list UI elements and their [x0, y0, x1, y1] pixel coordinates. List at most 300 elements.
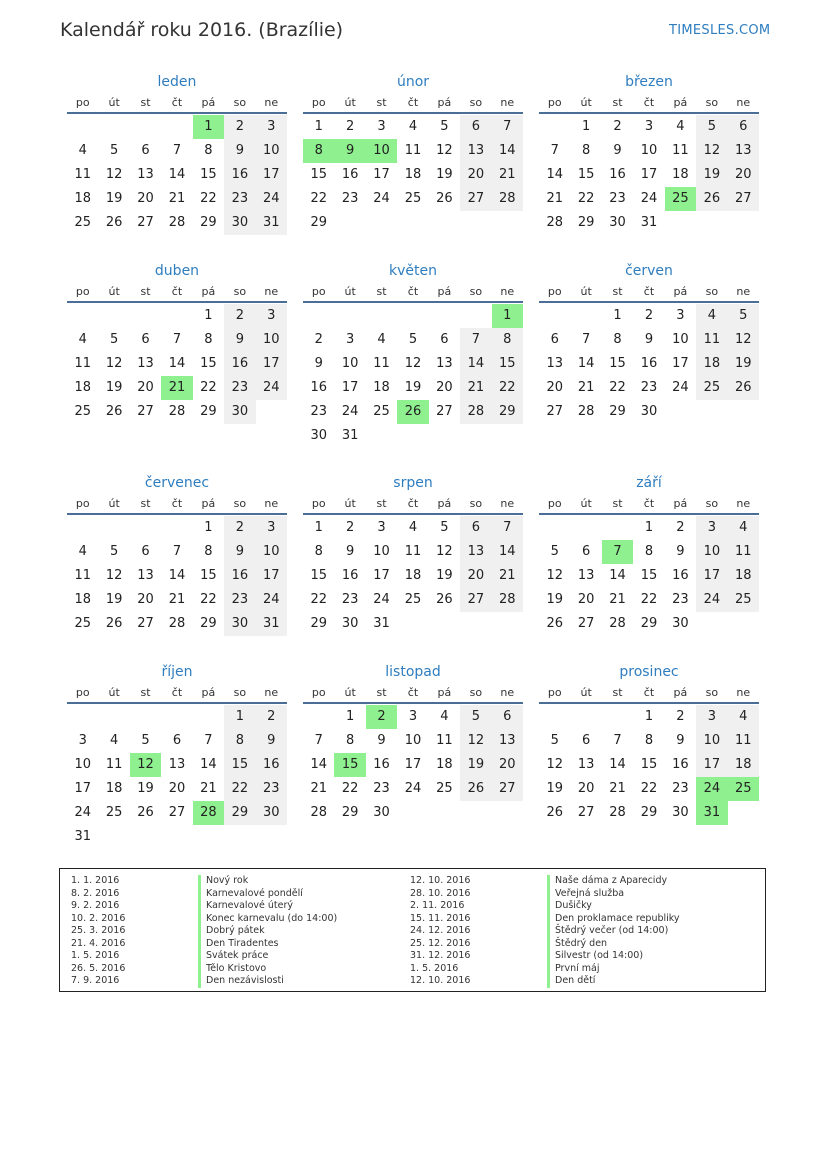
day-cell: 15: [200, 167, 217, 182]
weekend-day-cell: 3: [696, 705, 727, 729]
day-cell: 10: [672, 332, 689, 347]
legend-holiday-name: Dušičky: [547, 900, 680, 913]
day-cell: 4: [440, 709, 449, 724]
day-cell: 13: [436, 356, 453, 371]
empty-cell: [161, 516, 192, 540]
day-cell: 15: [310, 568, 327, 583]
day-cell: 17: [74, 781, 91, 796]
weekend-day-cell: 8: [224, 729, 255, 753]
weekend-day-cell: 13: [492, 729, 523, 753]
day-cell: 26: [436, 191, 453, 206]
day-cell: 18: [404, 568, 422, 583]
weekend-day-cell: 17: [256, 564, 287, 588]
day-cell: 18: [105, 781, 123, 796]
month-block: [303, 471, 523, 636]
weekend-day-cell: 20: [728, 163, 759, 187]
day-cell: 8: [204, 332, 213, 347]
month-name: leden: [157, 74, 197, 90]
day-cell: 6: [440, 332, 449, 347]
empty-cell: [67, 516, 98, 540]
day-cell: 28: [168, 404, 186, 419]
day-cell: 11: [404, 544, 422, 559]
holiday-day-cell: 25: [728, 777, 759, 801]
weekend-day-cell: 27: [460, 187, 491, 211]
weekday-label: po: [311, 96, 326, 109]
day-cell: 7: [172, 143, 182, 158]
day-cell: 13: [168, 757, 186, 772]
day-cell: 8: [644, 544, 654, 559]
empty-cell: [397, 304, 428, 328]
day-cell: 26: [546, 616, 563, 631]
day-grid: [539, 304, 759, 424]
day-cell: 5: [550, 733, 559, 748]
day-cell: 15: [640, 568, 658, 583]
day-grid: [303, 115, 523, 235]
day-cell: 19: [436, 167, 453, 182]
weekday-label: út: [580, 497, 592, 510]
empty-cell: [98, 115, 129, 139]
day-cell: 29: [310, 215, 327, 230]
holiday-day-cell: 21: [161, 376, 192, 400]
day-cell: 10: [74, 757, 91, 772]
day-cell: 24: [74, 805, 91, 820]
month-block: [539, 259, 759, 424]
weekday-header: [539, 94, 759, 114]
day-cell: 3: [78, 733, 87, 748]
weekday-label: čt: [643, 96, 655, 109]
day-cell: 26: [105, 404, 123, 419]
day-cell: 10: [640, 143, 658, 158]
day-cell: 26: [105, 616, 123, 631]
legend-holiday-name: Den proklamace republiky: [547, 913, 680, 926]
day-cell: 31: [373, 616, 390, 631]
weekend-day-cell: 7: [492, 516, 523, 540]
day-cell: 9: [314, 356, 323, 371]
weekend-day-cell: 24: [256, 187, 287, 211]
day-cell: 12: [404, 356, 422, 371]
day-cell: 25: [373, 404, 390, 419]
day-cell: 30: [310, 428, 327, 443]
weekday-label: út: [344, 686, 356, 699]
empty-cell: [539, 516, 570, 540]
day-cell: 19: [546, 781, 563, 796]
day-cell: 2: [345, 119, 355, 134]
day-cell: 2: [613, 119, 622, 134]
day-cell: 26: [546, 805, 563, 820]
weekday-label: st: [376, 686, 387, 699]
day-cell: 27: [137, 616, 154, 631]
empty-cell: [570, 304, 601, 328]
weekend-day-cell: 16: [224, 564, 255, 588]
day-cell: 5: [109, 332, 119, 347]
weekday-label: út: [108, 285, 120, 298]
weekday-label: čt: [171, 285, 183, 298]
month-block: [303, 660, 523, 825]
month-block: [539, 660, 759, 825]
legend-holiday-name: Den nezávislosti: [198, 975, 337, 988]
weekday-label: po: [311, 285, 326, 298]
day-cell: 20: [137, 191, 154, 206]
day-cell: 24: [341, 404, 359, 419]
weekend-day-cell: 27: [460, 588, 491, 612]
day-cell: 23: [341, 592, 359, 607]
day-cell: 13: [137, 568, 154, 583]
day-cell: 18: [373, 380, 390, 395]
month-block: [539, 471, 759, 636]
weekend-day-cell: 1: [224, 705, 255, 729]
weekday-label: út: [344, 96, 356, 109]
month-name: srpen: [393, 475, 433, 491]
weekday-label: čt: [643, 686, 655, 699]
holiday-day-cell: 10: [366, 139, 397, 163]
day-cell: 31: [640, 215, 658, 230]
day-cell: 7: [613, 733, 622, 748]
day-grid: [303, 516, 523, 636]
day-cell: 16: [640, 356, 658, 371]
empty-cell: [130, 115, 161, 139]
legend-holiday-name: Dobrý pátek: [198, 925, 337, 938]
weekday-label: út: [344, 285, 356, 298]
day-cell: 13: [577, 757, 595, 772]
weekday-label: so: [233, 96, 247, 109]
day-cell: 21: [310, 781, 327, 796]
day-grid: [67, 516, 287, 636]
day-cell: 25: [404, 592, 422, 607]
holiday-day-cell: 15: [334, 753, 365, 777]
month-name: listopad: [385, 664, 441, 680]
day-cell: 14: [168, 356, 186, 371]
weekend-day-cell: 17: [696, 753, 727, 777]
weekday-label: út: [108, 96, 120, 109]
weekday-header: [67, 94, 287, 114]
weekend-day-cell: 23: [256, 777, 287, 801]
weekday-label: út: [580, 686, 592, 699]
empty-cell: [570, 705, 601, 729]
day-cell: 25: [74, 616, 91, 631]
weekend-day-cell: 16: [256, 753, 287, 777]
holiday-day-cell: 24: [696, 777, 727, 801]
day-cell: 3: [345, 332, 355, 347]
legend-date: 12. 10. 2016: [410, 875, 471, 886]
day-grid: [67, 705, 287, 849]
weekend-day-cell: 30: [256, 801, 287, 825]
day-cell: 4: [78, 332, 87, 347]
day-cell: 13: [137, 167, 154, 182]
weekend-day-cell: 10: [696, 540, 727, 564]
day-cell: 16: [341, 568, 359, 583]
weekday-label: čt: [407, 686, 419, 699]
day-cell: 9: [676, 544, 685, 559]
empty-cell: [429, 304, 460, 328]
legend-holiday-name: Tělo Kristovo: [198, 963, 337, 976]
holiday-day-cell: 9: [334, 139, 365, 163]
day-cell: 23: [640, 380, 658, 395]
weekend-day-cell: 24: [696, 588, 727, 612]
day-cell: 4: [676, 119, 685, 134]
legend-date: 1. 5. 2016: [71, 950, 120, 961]
day-cell: 23: [341, 191, 359, 206]
weekday-label: čt: [171, 96, 183, 109]
day-cell: 10: [404, 733, 422, 748]
weekday-label: pá: [201, 497, 216, 510]
legend-holiday-name: Karnevalové úterý: [198, 900, 337, 913]
day-cell: 27: [436, 404, 453, 419]
day-cell: 12: [105, 568, 123, 583]
day-cell: 7: [172, 544, 182, 559]
weekday-header: [539, 283, 759, 303]
weekday-label: út: [344, 497, 356, 510]
weekend-day-cell: 2: [224, 304, 255, 328]
weekend-day-cell: 11: [728, 540, 759, 564]
legend-date: 26. 5. 2016: [71, 962, 126, 974]
day-cell: 16: [310, 380, 327, 395]
day-cell: 2: [345, 520, 355, 535]
day-cell: 6: [172, 733, 182, 748]
weekday-label: so: [705, 497, 719, 510]
day-cell: 8: [345, 733, 355, 748]
day-cell: 6: [141, 544, 150, 559]
day-cell: 22: [341, 781, 359, 796]
weekend-day-cell: 14: [460, 352, 491, 376]
day-cell: 29: [200, 215, 217, 230]
weekend-day-cell: 11: [696, 328, 727, 352]
weekday-label: út: [580, 96, 592, 109]
day-cell: 10: [341, 356, 359, 371]
weekend-day-cell: 10: [256, 328, 287, 352]
legend-holiday-name: Nový rok: [198, 875, 337, 888]
day-cell: 29: [640, 616, 658, 631]
weekend-day-cell: 30: [224, 612, 255, 636]
empty-cell: [67, 705, 98, 729]
empty-cell: [130, 304, 161, 328]
day-cell: 6: [141, 332, 150, 347]
day-cell: 22: [609, 380, 626, 395]
weekday-label: po: [547, 497, 562, 510]
day-cell: 12: [546, 757, 563, 772]
weekend-day-cell: 23: [224, 187, 255, 211]
weekend-day-cell: 27: [728, 187, 759, 211]
day-cell: 7: [314, 733, 323, 748]
empty-cell: [98, 516, 129, 540]
weekday-label: pá: [201, 285, 216, 298]
day-cell: 22: [310, 592, 327, 607]
weekend-day-cell: 11: [728, 729, 759, 753]
day-cell: 26: [137, 805, 154, 820]
legend-date: 1. 5. 2016: [410, 962, 459, 974]
weekend-day-cell: 7: [460, 328, 491, 352]
weekday-label: čt: [171, 497, 183, 510]
day-cell: 9: [345, 544, 355, 559]
day-cell: 7: [581, 332, 591, 347]
weekday-label: pá: [673, 686, 688, 699]
day-cell: 22: [640, 781, 658, 796]
weekend-day-cell: 30: [224, 211, 255, 235]
day-cell: 25: [74, 215, 91, 230]
weekday-label: pá: [673, 497, 688, 510]
day-cell: 20: [577, 781, 595, 796]
day-cell: 18: [436, 757, 453, 772]
weekday-label: po: [75, 96, 90, 109]
day-cell: 4: [78, 544, 87, 559]
day-cell: 11: [436, 733, 453, 748]
day-cell: 30: [609, 215, 626, 230]
weekend-day-cell: 28: [492, 588, 523, 612]
weekday-header: [303, 94, 523, 114]
day-cell: 12: [436, 143, 453, 158]
day-grid: [539, 705, 759, 825]
day-cell: 19: [105, 191, 123, 206]
day-cell: 1: [204, 308, 213, 323]
day-cell: 21: [200, 781, 217, 796]
day-cell: 14: [546, 167, 563, 182]
day-cell: 28: [609, 616, 626, 631]
weekday-label: st: [612, 96, 623, 109]
weekend-day-cell: 23: [224, 376, 255, 400]
weekend-day-cell: 27: [492, 777, 523, 801]
weekend-day-cell: 10: [256, 540, 287, 564]
empty-cell: [161, 115, 192, 139]
weekday-label: čt: [407, 497, 419, 510]
day-cell: 16: [609, 167, 626, 182]
day-cell: 22: [200, 380, 217, 395]
weekday-label: čt: [171, 686, 183, 699]
day-cell: 29: [609, 404, 626, 419]
weekend-day-cell: 18: [728, 753, 759, 777]
weekday-label: st: [376, 285, 387, 298]
legend-holiday-name: Veřejná služba: [547, 888, 680, 901]
day-cell: 3: [676, 308, 685, 323]
weekday-label: po: [547, 285, 562, 298]
day-cell: 23: [672, 592, 689, 607]
day-cell: 3: [377, 520, 386, 535]
legend-holiday-name: První máj: [547, 963, 680, 976]
day-cell: 15: [310, 167, 327, 182]
day-cell: 14: [609, 568, 626, 583]
weekday-label: pá: [201, 686, 216, 699]
day-cell: 20: [137, 592, 154, 607]
day-cell: 22: [200, 191, 217, 206]
weekday-header: [303, 283, 523, 303]
day-cell: 21: [609, 592, 626, 607]
empty-cell: [161, 705, 192, 729]
weekend-day-cell: 25: [728, 588, 759, 612]
weekday-label: so: [233, 497, 247, 510]
legend-date: 25. 12. 2016: [410, 937, 471, 949]
empty-cell: [130, 705, 161, 729]
weekend-day-cell: 28: [460, 400, 491, 424]
holiday-day-cell: 26: [397, 400, 428, 424]
legend-names-left: [198, 875, 337, 988]
day-cell: 3: [644, 119, 654, 134]
weekday-header: [303, 495, 523, 515]
legend-holiday-name: Štědrý večer (od 14:00): [547, 925, 680, 938]
month-name: duben: [154, 263, 200, 279]
day-cell: 18: [74, 592, 91, 607]
weekend-day-cell: 30: [224, 400, 255, 424]
day-cell: 28: [609, 805, 626, 820]
empty-cell: [303, 304, 334, 328]
day-cell: 31: [341, 428, 359, 443]
day-cell: 27: [168, 805, 186, 820]
day-cell: 19: [546, 592, 563, 607]
weekday-label: ne: [736, 285, 751, 298]
weekday-label: út: [108, 497, 120, 510]
month-name: únor: [396, 74, 430, 90]
day-cell: 28: [310, 805, 327, 820]
legend-holiday-name: Konec karnevalu (do 14:00): [198, 913, 337, 926]
day-cell: 11: [74, 568, 91, 583]
day-cell: 30: [672, 805, 689, 820]
day-cell: 25: [105, 805, 123, 820]
weekday-label: po: [75, 285, 90, 298]
weekday-header: [67, 684, 287, 704]
weekday-label: st: [140, 285, 151, 298]
day-cell: 5: [109, 544, 119, 559]
day-cell: 19: [436, 568, 453, 583]
weekday-header: [539, 495, 759, 515]
weekend-day-cell: 29: [492, 400, 523, 424]
empty-cell: [67, 115, 98, 139]
day-cell: 9: [377, 733, 386, 748]
weekday-label: ne: [736, 686, 751, 699]
weekday-label: čt: [643, 497, 655, 510]
weekend-day-cell: 21: [492, 163, 523, 187]
weekend-day-cell: 16: [224, 163, 255, 187]
legend-date: 31. 12. 2016: [410, 950, 471, 961]
day-cell: 16: [672, 757, 689, 772]
weekend-day-cell: 23: [224, 588, 255, 612]
day-cell: 18: [74, 191, 91, 206]
day-cell: 23: [672, 781, 689, 796]
weekday-label: ne: [264, 285, 279, 298]
day-cell: 18: [74, 380, 91, 395]
weekday-label: pá: [437, 96, 452, 109]
empty-cell: [570, 516, 601, 540]
weekday-label: st: [140, 686, 151, 699]
weekend-day-cell: 6: [728, 115, 759, 139]
day-cell: 29: [640, 805, 658, 820]
day-grid: [67, 115, 287, 235]
empty-cell: [539, 705, 570, 729]
page-title: Kalendář roku 2016. (Brazílie): [60, 19, 344, 41]
day-cell: 29: [200, 404, 217, 419]
day-cell: 15: [200, 356, 217, 371]
site-link[interactable]: TIMESLES.COM: [669, 23, 771, 38]
weekend-day-cell: 5: [460, 705, 491, 729]
day-cell: 17: [373, 568, 390, 583]
legend-dates-left: [71, 875, 125, 988]
weekday-label: pá: [437, 285, 452, 298]
empty-cell: [460, 304, 491, 328]
weekend-day-cell: 9: [224, 540, 255, 564]
weekday-label: st: [612, 497, 623, 510]
day-cell: 11: [105, 757, 123, 772]
weekend-day-cell: 12: [728, 328, 759, 352]
day-cell: 14: [310, 757, 327, 772]
weekend-day-cell: 15: [492, 352, 523, 376]
day-cell: 21: [546, 191, 563, 206]
weekday-label: so: [233, 686, 247, 699]
weekday-label: so: [469, 285, 483, 298]
weekday-label: ne: [264, 497, 279, 510]
day-cell: 28: [168, 616, 186, 631]
holiday-day-cell: 7: [602, 540, 633, 564]
empty-cell: [98, 304, 129, 328]
day-cell: 28: [577, 404, 595, 419]
day-cell: 4: [78, 143, 87, 158]
month-block: [539, 70, 759, 235]
legend-date: 1. 1. 2016: [71, 875, 120, 886]
